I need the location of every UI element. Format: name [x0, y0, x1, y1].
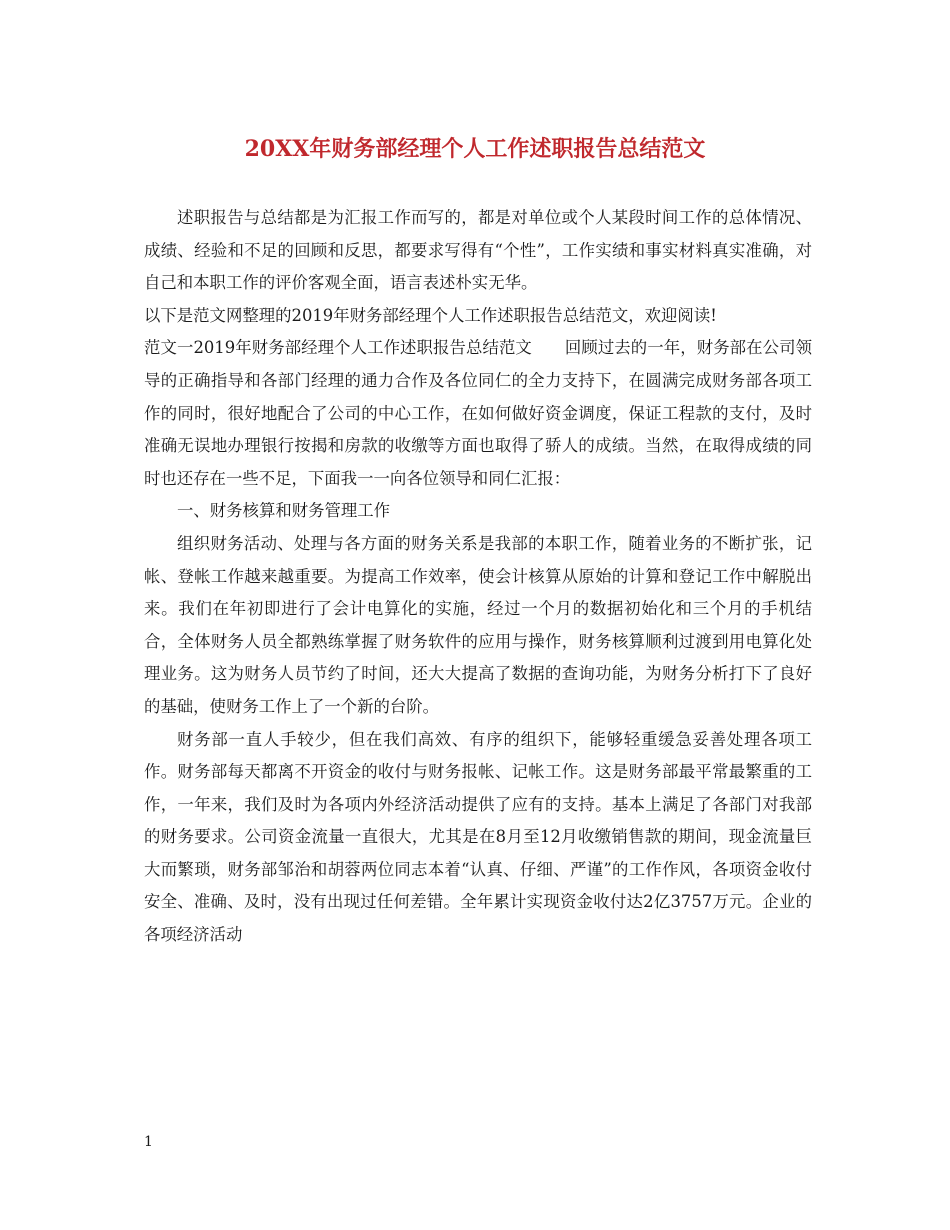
paragraph-reading-note: 以下是范文网整理的2019年财务部经理个人工作述职报告总结范文，欢迎阅读!: [144, 305, 717, 325]
document-title: 20XX年财务部经理个人工作述职报告总结范文: [244, 136, 706, 162]
document-body: [144, 202, 812, 952]
section-heading-finance-accounting: 一、财务核算和财务管理工作: [177, 501, 391, 521]
paragraph-intro: 述职报告与总结都是为汇报工作而写的，都是对单位或个人某段时间工作的总体情况、成绩、经验和不足的回顾和反思，都要求写得有“个性”，工作实绩和事实材料真实准确，对自己和本职工作的评价客观全面，语言表述朴实无华。: [144, 208, 812, 293]
page-number: 1: [144, 1134, 153, 1150]
paragraph-sample-one-opening: 范文一2019年财务部经理个人工作述职报告总结范文 回顾过去的一年，财务部在公司领导的正确指导和各部门经理的通力合作及各位同仁的全力支持下，在圆满完成财务部各项工作的同时，很好地配合了公司的中心工作，在如何做好资金调度，保证工程款的支付，及时准确无误地办理银行按揭和房款的收缴等方面也取得了骄人的成绩。当然，在取得成绩的同时也还存在一些不足，下面我一一向各位领导和同仁汇报：: [144, 338, 812, 488]
paragraph-fund-management: 财务部一直人手较少，但在我们高效、有序的组织下，能够轻重缓急妥善处理各项工作。财务部每天都离不开资金的收付与财务报帐、记帐工作。这是财务部最平常最繁重的工作，一年来，我们及时为各项内外经济活动提供了应有的支持。基本上满足了各部门对我部的财务要求。公司资金流量一直很大，尤其是在8月至12月收缴销售款的期间，现金流量巨大而繁琐，财务部邹治和胡蓉两位同志本着“认真、仔细、严谨”的工作作风，各项资金收付安全、准确、及时，没有出现过任何差错。全年累计实现资金收付达2亿3757万元。企业的各项经济活动: [144, 729, 812, 945]
paragraph-accounting-work: 组织财务活动、处理与各方面的财务关系是我部的本职工作，随着业务的不断扩张，记帐、登帐工作越来越重要。为提高工作效率，使会计核算从原始的计算和登记工作中解脱出来。我们在年初即进行了会计电算化的实施，经过一个月的数据初始化和三个月的手机结合，全体财务人员全都熟练掌握了财务软件的应用与操作，财务核算顺利过渡到用电算化处理业务。这为财务人员节约了时间，还大大提高了数据的查询功能，为财务分析打下了良好的基础，使财务工作上了一个新的台阶。: [144, 533, 812, 716]
